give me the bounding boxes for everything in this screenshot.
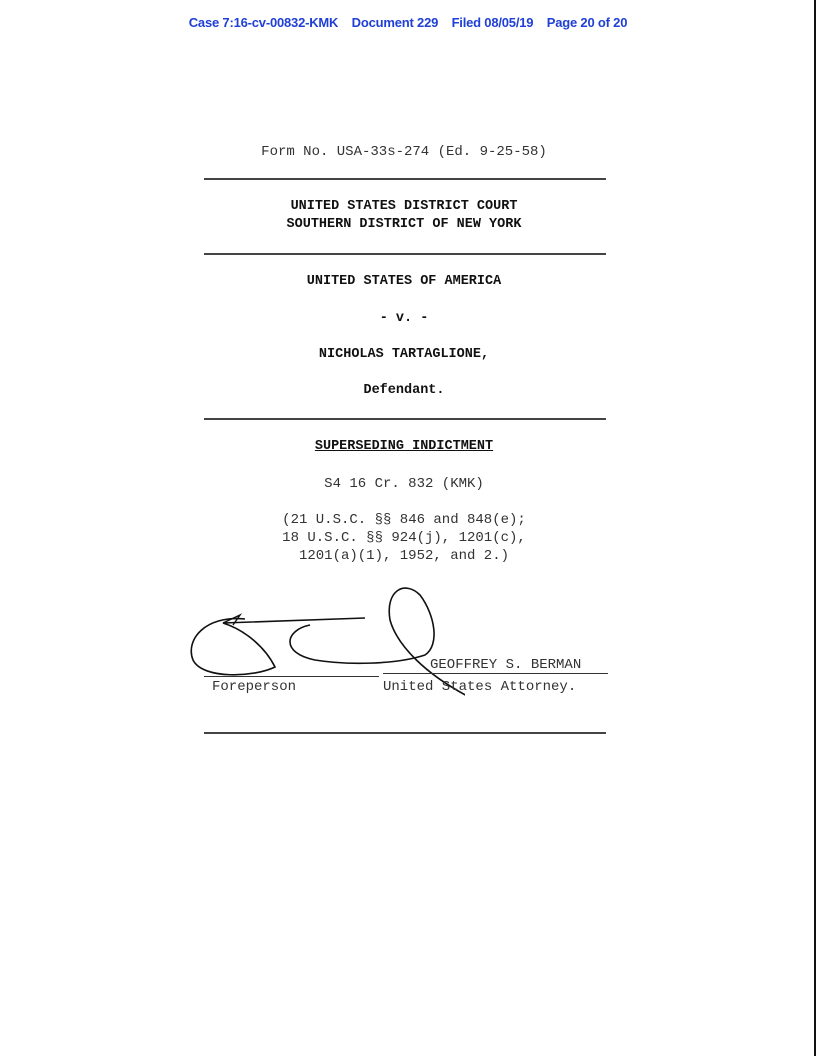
filed-date-stamp: Filed 08/05/19 [451, 15, 534, 30]
attorney-signature-line [383, 673, 608, 674]
divider-rule [204, 732, 606, 734]
versus-label: - v. - [379, 311, 429, 326]
page-count-stamp: Page 20 of 20 [546, 15, 628, 30]
document-number-stamp: Document 229 [351, 15, 439, 30]
ecf-filing-header [0, 15, 816, 30]
court-name: UNITED STATES DISTRICT COURT [290, 199, 518, 214]
plaintiff-name: UNITED STATES OF AMERICA [306, 274, 502, 289]
citation-line: (21 U.S.C. §§ 846 and 848(e); [282, 512, 526, 528]
defendant-name: NICHOLAS TARTAGLIONE, [318, 347, 490, 362]
citation-line: 18 U.S.C. §§ 924(j), 1201(c), [282, 530, 526, 546]
case-number-stamp: Case 7:16-cv-00832-KMK [188, 15, 339, 30]
attorney-name: GEOFFREY S. BERMAN [430, 657, 582, 673]
case-number: S4 16 Cr. 832 (KMK) [324, 476, 484, 492]
court-district: SOUTHERN DISTRICT OF NEW YORK [286, 217, 522, 232]
foreperson-label: Foreperson [212, 679, 297, 695]
citation-line: 1201(a)(1), 1952, and 2.) [298, 548, 510, 564]
foreperson-signature-line [204, 676, 379, 677]
form-number: Form No. USA-33s-274 (Ed. 9-25-58) [261, 144, 547, 160]
divider-rule [204, 178, 606, 180]
defendant-label: Defendant. [363, 383, 445, 398]
attorney-title: United States Attorney. [383, 679, 577, 695]
document-title: SUPERSEDING INDICTMENT [314, 439, 494, 454]
divider-rule [204, 418, 606, 420]
divider-rule [204, 253, 606, 255]
